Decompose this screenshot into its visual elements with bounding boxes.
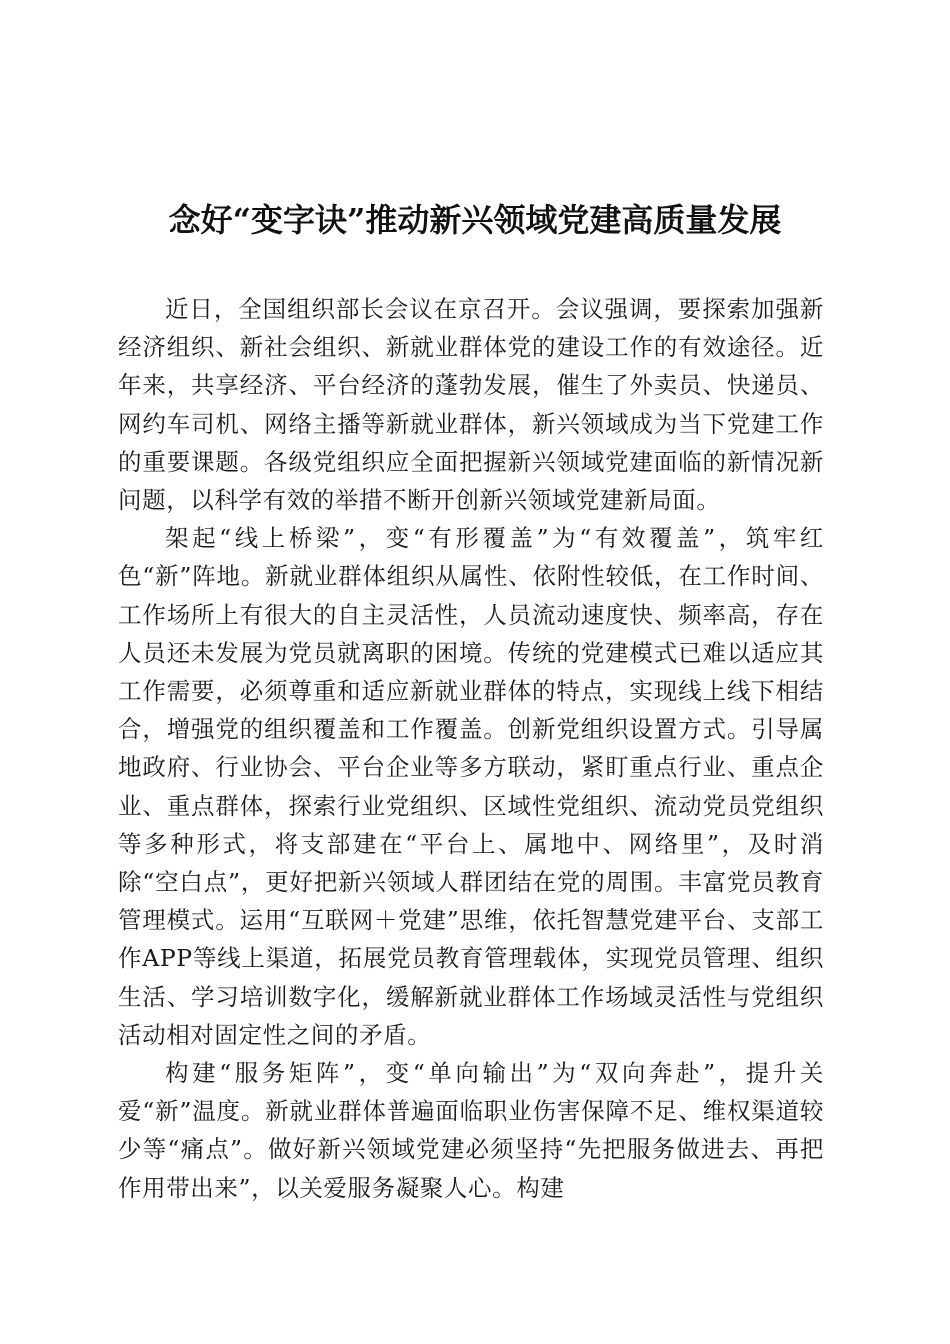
- paragraph-2: 架起“线上桥梁”，变“有形覆盖”为“有效覆盖”，筑牢红色“新”阵地。新就业群体组织从属性、依附性较低，在工作时间、工作场所上有很大的自主灵活性，人员流动速度快、频率高，存在人员还未发展为党员就离职的困境。传统的党建模式已难以适应其工作需要，必须尊重和适应新就业群体的特点，实现线上线下相结合，增强党的组织覆盖和工作覆盖。创新党组织设置方式。引导属地政府、行业协会、平台企业等多方联动，紧盯重点行业、重点企业、重点群体，探索行业党组织、区域性党组织、流动党员党组织等多种形式，将支部建在“平台上、属地中、网络里”，及时消除“空白点”，更好把新兴领域人群团结在党的周围。丰富党员教育管理模式。运用“互联网＋党建”思维，依托智慧党建平台、支部工作APP等线上渠道，拓展党员教育管理载体，实现党员管理、组织生活、学习培训数字化，缓解新就业群体工作场域灵活性与党组织活动相对固定性之间的矛盾。: [118, 524, 824, 1049]
- paragraph-1: 近日，全国组织部长会议在京召开。会议强调，要探索加强新经济组织、新社会组织、新就业群体党的建设工作的有效途径。近年来，共享经济、平台经济的蓬勃发展，催生了外卖员、快递员、网约车司机、网络主播等新就业群体，新兴领域成为当下党建工作的重要课题。各级党组织应全面把握新兴领域党建面临的新情况新问题，以科学有效的举措不断开创新兴领域党建新局面。: [118, 295, 824, 515]
- document-title: 念好“变字诀”推动新兴领域党建高质量发展: [168, 201, 782, 239]
- document-body: [118, 290, 824, 1207]
- paragraph-3: 构建“服务矩阵”，变“单向输出”为“双向奔赴”，提升关爱“新”温度。新就业群体普遍面临职业伤害保障不足、维权渠道较少等“痛点”。做好新兴领域党建必须坚持“先把服务做进去、再把作用带出来”，以关爱服务凝聚人心。构建: [118, 1059, 824, 1202]
